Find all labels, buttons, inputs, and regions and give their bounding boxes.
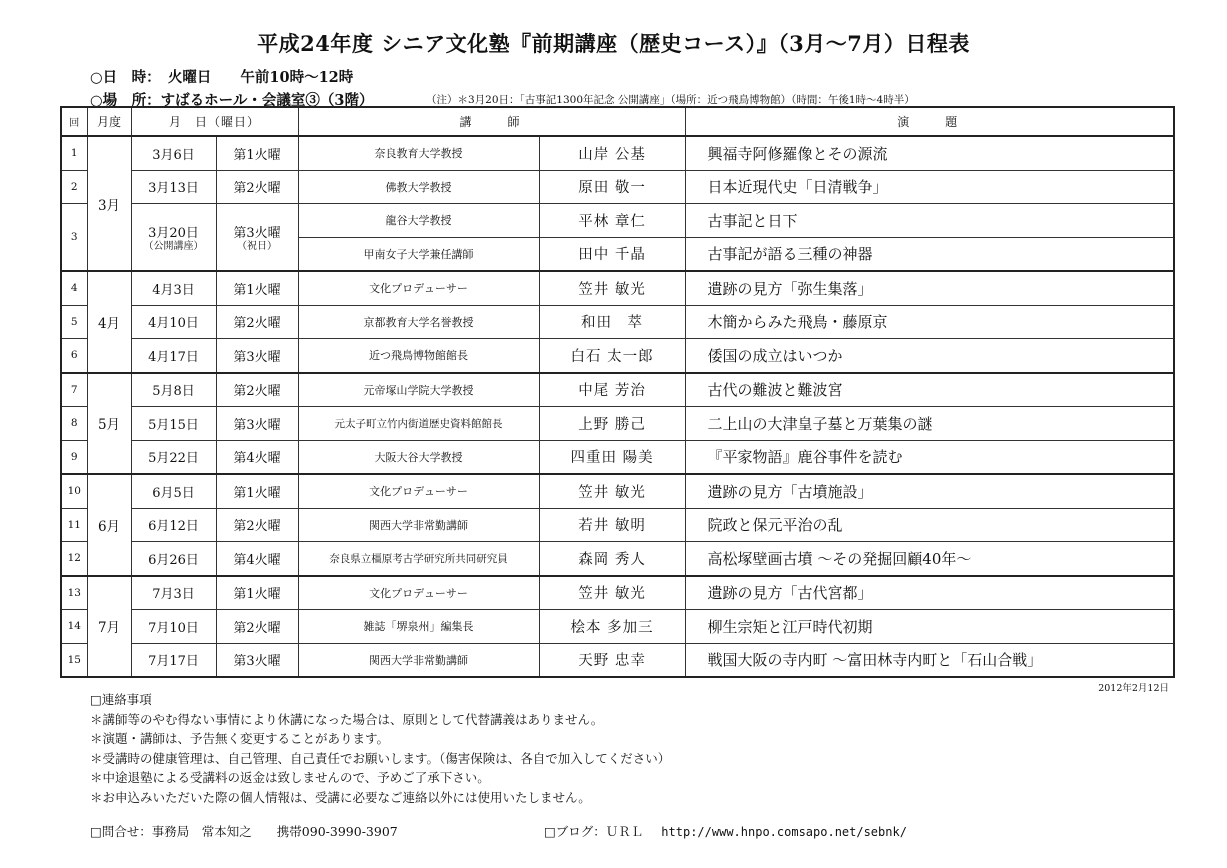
table-row — [61, 305, 1174, 339]
table-row — [61, 407, 1174, 441]
lecturer-affiliation: 大阪大谷大学教授 — [298, 440, 539, 474]
lecture-date: 4月3日 — [131, 271, 216, 305]
row-number: 2 — [61, 170, 87, 204]
month-label: 5月 — [87, 373, 131, 475]
lecturer-name: 笠井 敏光 — [539, 474, 685, 508]
lecture-date: 6月5日 — [131, 474, 216, 508]
lecture-weekday-note: （祝日） — [237, 240, 277, 252]
lecturer-name: 森岡 秀人 — [539, 542, 685, 576]
table-row — [61, 373, 1174, 407]
lecturer-affiliation: 甲南女子大学兼任講師 — [298, 237, 539, 271]
lecturer-affiliation: 関西大学非常勤講師 — [298, 643, 539, 677]
lecturer-name: 中尾 芳治 — [539, 373, 685, 407]
contact-note: ＊中途退塾による受講料の返金は致しませんので、予めご了承下さい。 — [90, 770, 490, 785]
table-row — [61, 643, 1174, 677]
lecturer-affiliation: 京都教育大学名誉教授 — [298, 305, 539, 339]
lecture-weekday: 第1火曜 — [216, 136, 298, 170]
blog-url-link[interactable]: http://www.hnpo.comsapo.net/sebnk/ — [661, 825, 907, 839]
header-date: 月 日（曜日） — [131, 107, 298, 136]
lecture-date: 5月8日 — [131, 373, 216, 407]
lecture-topic: 木簡からみた飛鳥・藤原京 — [685, 305, 1174, 339]
lecturer-affiliation: 文化プロデューサー — [298, 576, 539, 610]
lecturer-name: 上野 勝己 — [539, 407, 685, 441]
lecturer-affiliation: 龍谷大学教授 — [298, 204, 539, 238]
row-number: 7 — [61, 373, 87, 407]
month-label: 6月 — [87, 474, 131, 576]
row-number: 11 — [61, 508, 87, 542]
row-number: 10 — [61, 474, 87, 508]
lecture-topic: 倭国の成立はいつか — [685, 339, 1174, 373]
lecturer-name: 平林 章仁 — [539, 204, 685, 238]
month-label: 7月 — [87, 576, 131, 678]
row-number: 8 — [61, 407, 87, 441]
schedule-place: ○場 所：すばるホール・会議室③（3階） — [90, 92, 374, 109]
lecture-weekday: 第2火曜 — [216, 305, 298, 339]
schedule-datetime: ○日 時： 火曜日 午前10時～12時 — [90, 69, 354, 86]
table-row — [61, 136, 1174, 170]
lecture-topic: 遺跡の見方「弥生集落」 — [685, 271, 1174, 305]
lecture-date: 3月13日 — [131, 170, 216, 204]
page-title: 平成24年度 シニア文化塾『前期講座（歴史コース）』（3月～7月）日程表 — [257, 31, 970, 56]
lecture-topic: 二上山の大津皇子墓と万葉集の謎 — [685, 407, 1174, 441]
row-number: 14 — [61, 610, 87, 644]
lecturer-affiliation: 奈良県立橿原考古学研究所共同研究員 — [298, 542, 539, 576]
lecture-date-note: （公開講座） — [143, 240, 204, 252]
table-row — [61, 542, 1174, 576]
row-number: 1 — [61, 136, 87, 170]
lecture-weekday: 第2火曜 — [216, 373, 298, 407]
table-row — [61, 339, 1174, 373]
header-lecturer: 講 師 — [298, 107, 685, 136]
lecture-date: 6月12日 — [131, 508, 216, 542]
lecturer-name: 笠井 敏光 — [539, 576, 685, 610]
lecturer-name: 白石 太一郎 — [539, 339, 685, 373]
lecture-topic: 古事記が語る三種の神器 — [685, 237, 1174, 271]
contact-note: ＊お申込みいただいた際の個人情報は、受講に必要なご連絡以外には使用いたしません。 — [90, 789, 591, 805]
table-row — [61, 204, 1174, 238]
lecturer-name: 桧本 多加三 — [539, 610, 685, 644]
contact-note: ＊受講時の健康管理は、自己管理、自己責任でお願いします。（傷害保険は、各自で加入してください） — [90, 750, 671, 766]
month-label: 4月 — [87, 271, 131, 373]
lecturer-affiliation: 奈良教育大学教授 — [298, 136, 539, 170]
contact-heading: □連絡事項 — [90, 692, 152, 707]
blog-info — [544, 822, 907, 840]
lecture-weekday: 第4火曜 — [216, 440, 298, 474]
lecture-weekday: 第1火曜 — [216, 474, 298, 508]
lecture-topic: 古事記と日下 — [685, 204, 1174, 238]
blog-label: □ブログ：ＵＲＬ — [544, 824, 644, 839]
contact-note: ＊講師等のやむ得ない事情により休講になった場合は、原則として代替講義はありません。 — [90, 711, 604, 727]
table-row — [61, 440, 1174, 474]
lecture-date: 3月6日 — [131, 136, 216, 170]
lecture-topic: 古代の難波と難波宮 — [685, 373, 1174, 407]
schedule-table — [60, 106, 1175, 678]
lecture-topic: 戦国大阪の寺内町 ～富田林寺内町と「石山合戦」 — [685, 643, 1174, 677]
lecturer-name: 田中 千晶 — [539, 237, 685, 271]
lecturer-name: 笠井 敏光 — [539, 271, 685, 305]
lecturer-affiliation: 関西大学非常勤講師 — [298, 508, 539, 542]
lecture-topic: 遺跡の見方「古代宮都」 — [685, 576, 1174, 610]
lecture-topic: 『平家物語』鹿谷事件を読む — [685, 440, 1174, 474]
lecture-weekday: 第3火曜 — [216, 407, 298, 441]
lecture-date: 4月10日 — [131, 305, 216, 339]
lecture-date: 7月10日 — [131, 610, 216, 644]
special-lecture-note: （注）＊3月20日：「古事記1300年記念 公開講座」（場所：近つ飛鳥博物館）（時間：午後1時～4時半） — [426, 94, 915, 106]
table-row — [61, 474, 1174, 508]
lecture-weekday: 第2火曜 — [216, 170, 298, 204]
lecture-date-main: 3月20日 — [148, 225, 199, 241]
lecture-date: 5月15日 — [131, 407, 216, 441]
row-number: 12 — [61, 542, 87, 576]
lecturer-name: 若井 敏明 — [539, 508, 685, 542]
lecture-date: 7月3日 — [131, 576, 216, 610]
table-row — [61, 576, 1174, 610]
row-number: 5 — [61, 305, 87, 339]
lecture-date: 7月17日 — [131, 643, 216, 677]
lecture-topic: 高松塚壁画古墳 ～その発掘回顧40年～ — [685, 542, 1174, 576]
header-num: 回 — [61, 107, 87, 136]
row-number: 3 — [61, 204, 87, 272]
row-number: 13 — [61, 576, 87, 610]
header-topic: 演 題 — [685, 107, 1174, 136]
lecturer-affiliation: 元帝塚山学院大学教授 — [298, 373, 539, 407]
lecturer-name: 山岸 公基 — [539, 136, 685, 170]
lecturer-name: 天野 忠幸 — [539, 643, 685, 677]
lecturer-name: 和田 萃 — [539, 305, 685, 339]
created-date: 2012年2月12日 — [1098, 683, 1169, 694]
lecturer-name: 原田 敬一 — [539, 170, 685, 204]
lecture-topic: 柳生宗矩と江戸時代初期 — [685, 610, 1174, 644]
lecturer-affiliation: 文化プロデューサー — [298, 474, 539, 508]
lecturer-affiliation: 雑誌「堺泉州」編集長 — [298, 610, 539, 644]
lecturer-affiliation: 文化プロデューサー — [298, 271, 539, 305]
lecture-topic: 遺跡の見方「古墳施設」 — [685, 474, 1174, 508]
lecture-weekday — [216, 204, 298, 272]
table-row — [61, 610, 1174, 644]
row-number: 6 — [61, 339, 87, 373]
lecture-date: 4月17日 — [131, 339, 216, 373]
table-row — [61, 271, 1174, 305]
lecture-weekday: 第2火曜 — [216, 610, 298, 644]
lecture-date — [131, 204, 216, 272]
lecture-weekday: 第1火曜 — [216, 576, 298, 610]
contact-note: ＊演題・講師は、予告無く変更することがあります。 — [90, 731, 390, 746]
lecturer-affiliation: 佛教大学教授 — [298, 170, 539, 204]
header-month: 月度 — [87, 107, 131, 136]
lecture-weekday: 第1火曜 — [216, 271, 298, 305]
row-number: 15 — [61, 643, 87, 677]
table-row — [61, 508, 1174, 542]
row-number: 4 — [61, 271, 87, 305]
month-label: 3月 — [87, 136, 131, 271]
lecture-date: 5月22日 — [131, 440, 216, 474]
lecture-weekday-main: 第3火曜 — [233, 225, 281, 241]
inquiry-info: □問合せ：事務局 常本知之 携帯090-3990-3907 — [90, 824, 398, 839]
lecture-topic: 興福寺阿修羅像とその源流 — [685, 136, 1174, 170]
lecturer-affiliation: 近つ飛鳥博物館館長 — [298, 339, 539, 373]
lecturer-name: 四重田 陽美 — [539, 440, 685, 474]
lecture-weekday: 第2火曜 — [216, 508, 298, 542]
lecture-weekday: 第4火曜 — [216, 542, 298, 576]
header-row — [61, 107, 1174, 136]
lecturer-affiliation: 元太子町立竹内街道歴史資料館館長 — [298, 407, 539, 441]
lecture-weekday: 第3火曜 — [216, 339, 298, 373]
lecture-topic: 院政と保元平治の乱 — [685, 508, 1174, 542]
lecture-topic: 日本近現代史「日清戦争」 — [685, 170, 1174, 204]
row-number: 9 — [61, 440, 87, 474]
lecture-weekday: 第3火曜 — [216, 643, 298, 677]
table-row — [61, 170, 1174, 204]
lecture-date: 6月26日 — [131, 542, 216, 576]
contact-notes — [90, 690, 670, 807]
